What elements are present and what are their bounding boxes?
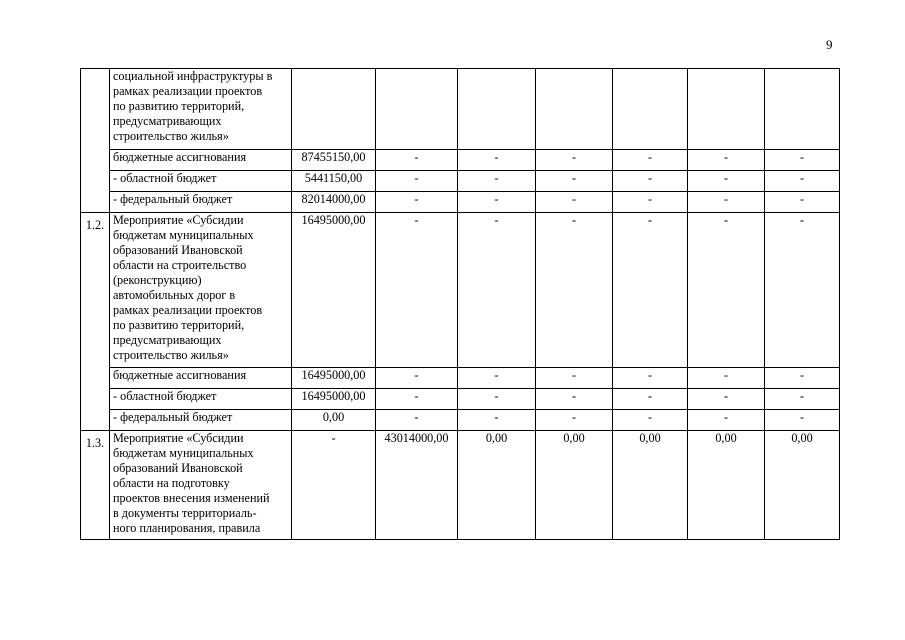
- description-line: бюджетам муниципальных: [113, 228, 254, 242]
- total-cell: 16495000,00: [292, 213, 376, 368]
- empty-cell: [458, 69, 536, 150]
- description-cell: [110, 431, 292, 540]
- row-label: - федеральный бюджет: [110, 410, 292, 431]
- description-line: социальной инфраструктуры в: [113, 69, 273, 83]
- total-cell: 5441150,00: [292, 171, 376, 192]
- value-cell: -: [688, 192, 765, 213]
- value-cell: -: [765, 213, 840, 368]
- value-cell: 0,00: [458, 431, 536, 540]
- table-row: [81, 213, 840, 368]
- value-cell: -: [688, 410, 765, 431]
- value-cell: -: [613, 192, 688, 213]
- value-cell: -: [536, 171, 613, 192]
- value-cell: -: [458, 368, 536, 389]
- value-cell: -: [613, 171, 688, 192]
- value-cell: -: [458, 213, 536, 368]
- description-line: рамках реализации проектов: [113, 84, 263, 98]
- value-cell: -: [458, 389, 536, 410]
- value-cell: -: [613, 389, 688, 410]
- table-row: [81, 69, 840, 150]
- value-cell: -: [765, 192, 840, 213]
- description-line: предусматривающих: [113, 333, 222, 347]
- budget-table: [80, 68, 840, 540]
- empty-cell: [536, 69, 613, 150]
- value-cell: -: [613, 150, 688, 171]
- value-cell: -: [765, 150, 840, 171]
- description-line: строительство жилья»: [113, 129, 229, 143]
- empty-cell: [688, 69, 765, 150]
- description-line: ного планирования, правила: [113, 521, 261, 535]
- description-line: в документы территориаль-: [113, 506, 257, 520]
- value-cell: -: [376, 368, 458, 389]
- total-cell: -: [292, 431, 376, 540]
- value-cell: -: [765, 389, 840, 410]
- value-cell: -: [613, 213, 688, 368]
- value-cell: -: [376, 192, 458, 213]
- description-cell: [110, 69, 292, 150]
- description-line: Мероприятие «Субсидии: [113, 431, 244, 445]
- table-row: [81, 410, 840, 431]
- table-row: [81, 389, 840, 410]
- table-row: [81, 431, 840, 540]
- total-cell: 82014000,00: [292, 192, 376, 213]
- total-cell: 16495000,00: [292, 389, 376, 410]
- row-label: - областной бюджет: [110, 389, 292, 410]
- value-cell: -: [765, 171, 840, 192]
- value-cell: -: [536, 192, 613, 213]
- value-cell: -: [536, 389, 613, 410]
- row-label: - федеральный бюджет: [110, 192, 292, 213]
- value-cell: -: [688, 171, 765, 192]
- page-number: 9: [826, 37, 833, 52]
- value-cell: -: [536, 410, 613, 431]
- empty-cell: [376, 69, 458, 150]
- value-cell: -: [536, 213, 613, 368]
- value-cell: -: [536, 368, 613, 389]
- description-line: строительство жилья»: [113, 348, 229, 362]
- row-number: 1.2.: [81, 213, 110, 431]
- description-line: образований Ивановской: [113, 461, 243, 475]
- value-cell: -: [376, 389, 458, 410]
- value-cell: -: [688, 213, 765, 368]
- value-cell: -: [688, 150, 765, 171]
- value-cell: -: [458, 171, 536, 192]
- empty-cell: [765, 69, 840, 150]
- value-cell: 0,00: [765, 431, 840, 540]
- description-line: бюджетам муниципальных: [113, 446, 254, 460]
- row-number: 1.3.: [81, 431, 110, 540]
- description-line: Мероприятие «Субсидии: [113, 213, 244, 227]
- table-row: [81, 171, 840, 192]
- value-cell: -: [688, 389, 765, 410]
- total-cell: 16495000,00: [292, 368, 376, 389]
- value-cell: -: [765, 368, 840, 389]
- description-line: рамках реализации проектов: [113, 303, 263, 317]
- description-line: проектов внесения изменений: [113, 491, 270, 505]
- description-line: области на строительство: [113, 258, 247, 272]
- description-line: образований Ивановской: [113, 243, 243, 257]
- description-line: по развитию территорий,: [113, 99, 245, 113]
- value-cell: -: [458, 410, 536, 431]
- value-cell: -: [613, 410, 688, 431]
- description-line: по развитию территорий,: [113, 318, 245, 332]
- row-number-cell: [81, 69, 110, 213]
- total-cell: 0,00: [292, 410, 376, 431]
- description-line: предусматривающих: [113, 114, 222, 128]
- description-cell: [110, 213, 292, 368]
- empty-cell: [613, 69, 688, 150]
- value-cell: -: [376, 213, 458, 368]
- table-row: [81, 150, 840, 171]
- value-cell: -: [613, 368, 688, 389]
- value-cell: 0,00: [688, 431, 765, 540]
- value-cell: -: [765, 410, 840, 431]
- row-label: бюджетные ассигнования: [110, 150, 292, 171]
- description-line: области на подготовку: [113, 476, 230, 490]
- total-cell: 87455150,00: [292, 150, 376, 171]
- value-cell: -: [688, 368, 765, 389]
- table-row: [81, 192, 840, 213]
- value-cell: -: [376, 410, 458, 431]
- value-cell: -: [376, 150, 458, 171]
- value-cell: -: [536, 150, 613, 171]
- value-cell: -: [458, 192, 536, 213]
- row-label: бюджетные ассигнования: [110, 368, 292, 389]
- description-line: автомобильных дорог в: [113, 288, 236, 302]
- value-cell: -: [458, 150, 536, 171]
- description-line: (реконструкцию): [113, 273, 202, 287]
- empty-cell: [292, 69, 376, 150]
- value-cell: 0,00: [613, 431, 688, 540]
- table-row: [81, 368, 840, 389]
- value-cell: 43014000,00: [376, 431, 458, 540]
- row-label: - областной бюджет: [110, 171, 292, 192]
- value-cell: 0,00: [536, 431, 613, 540]
- value-cell: -: [376, 171, 458, 192]
